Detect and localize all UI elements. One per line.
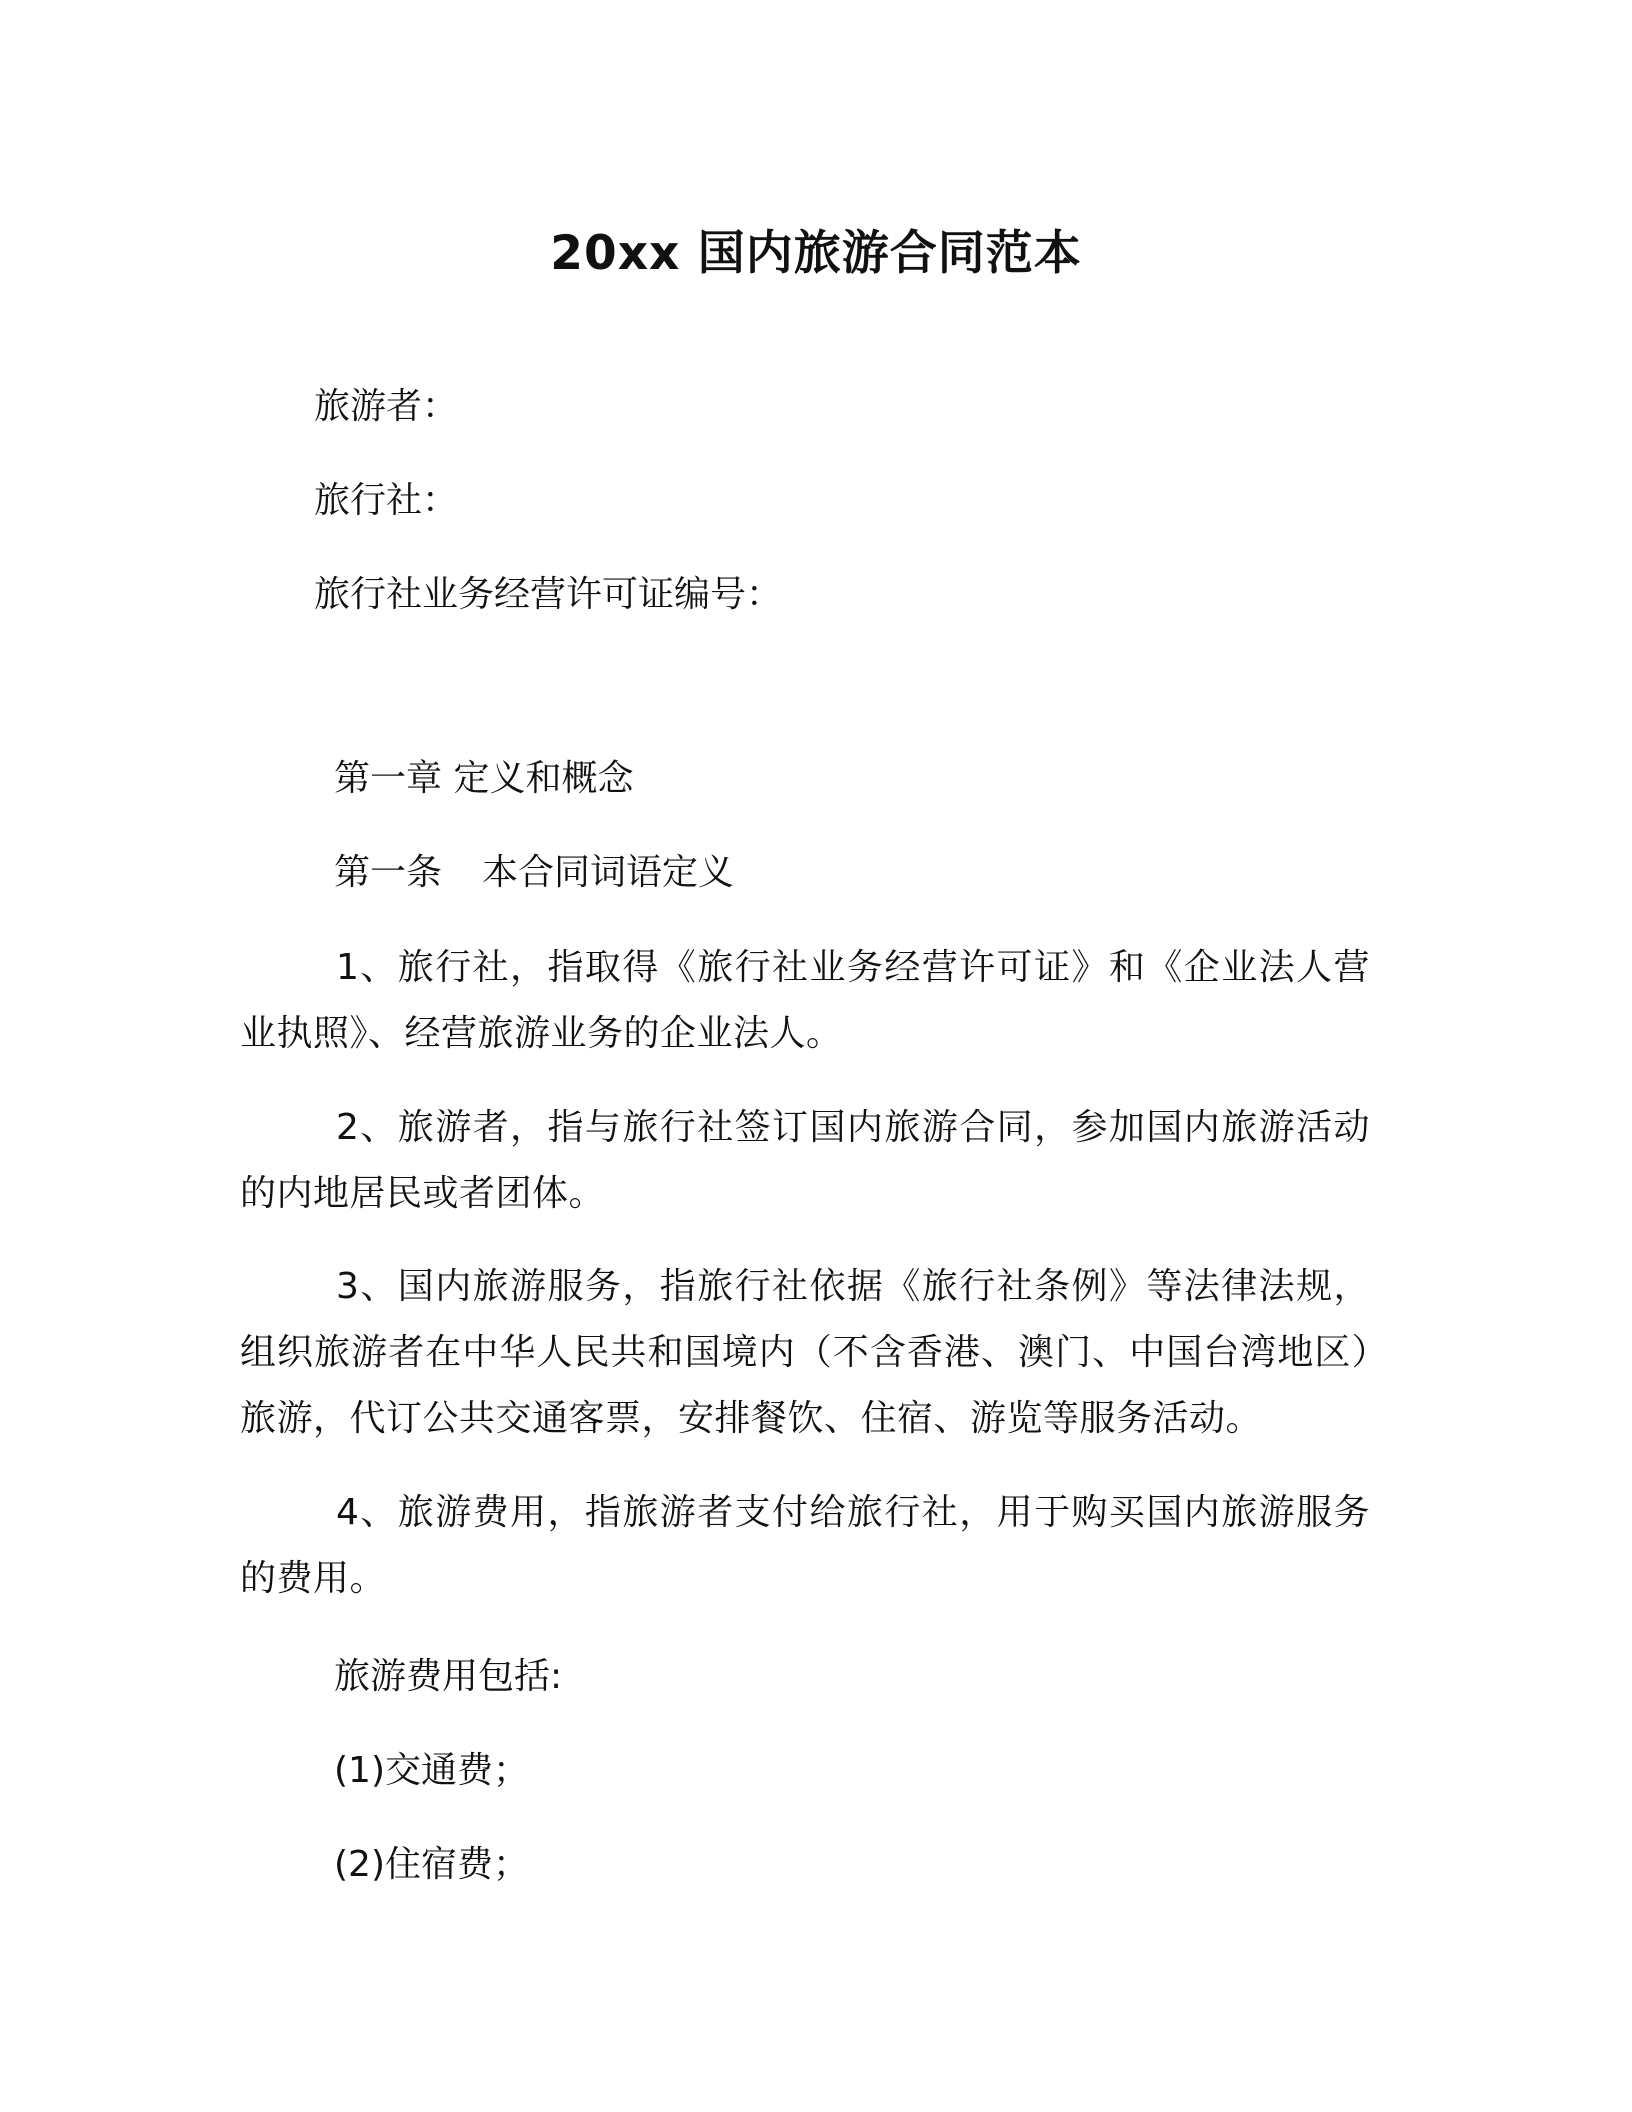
- article-number: 第一条: [334, 852, 443, 893]
- license-number-field-label: 旅行社业务经营许可证编号：: [314, 574, 783, 615]
- definition-paragraph-1: 1、旅行社，指取得《旅行社业务经营许可证》和《企业法人营业执照》、经营旅游业务的企业法人。: [240, 947, 1370, 1054]
- agency-field-label: 旅行社：: [314, 480, 459, 521]
- article-heading: [334, 848, 734, 898]
- definition-paragraph-4: 4、旅游费用，指旅游者支付给旅行社，用于购买国内旅游服务的费用。: [240, 1492, 1370, 1599]
- definition-paragraph-2: 2、旅游者，指与旅行社签订国内旅游合同，参加国内旅游活动的内地居民或者团体。: [240, 1107, 1370, 1214]
- definition-paragraph-3: 3、国内旅游服务，指旅行社依据《旅行社条例》等法律法规，组织旅游者在中华人民共和国境内（不含香港、澳门、中国台湾地区）旅游，代订公共交通客票，安排餐饮、住宿、游览等服务活动。: [240, 1266, 1370, 1439]
- document-title: 20xx 国内旅游合同范本: [550, 226, 1082, 281]
- fee-item-accommodation: (2)住宿费；: [334, 1844, 529, 1885]
- fee-includes-label: 旅游费用包括:: [334, 1656, 563, 1697]
- fee-item-transport: (1)交通费；: [334, 1750, 529, 1791]
- chapter-heading: 第一章 定义和概念: [334, 758, 634, 799]
- article-title: 本合同词语定义: [482, 852, 735, 893]
- tourist-field-label: 旅游者：: [314, 386, 459, 427]
